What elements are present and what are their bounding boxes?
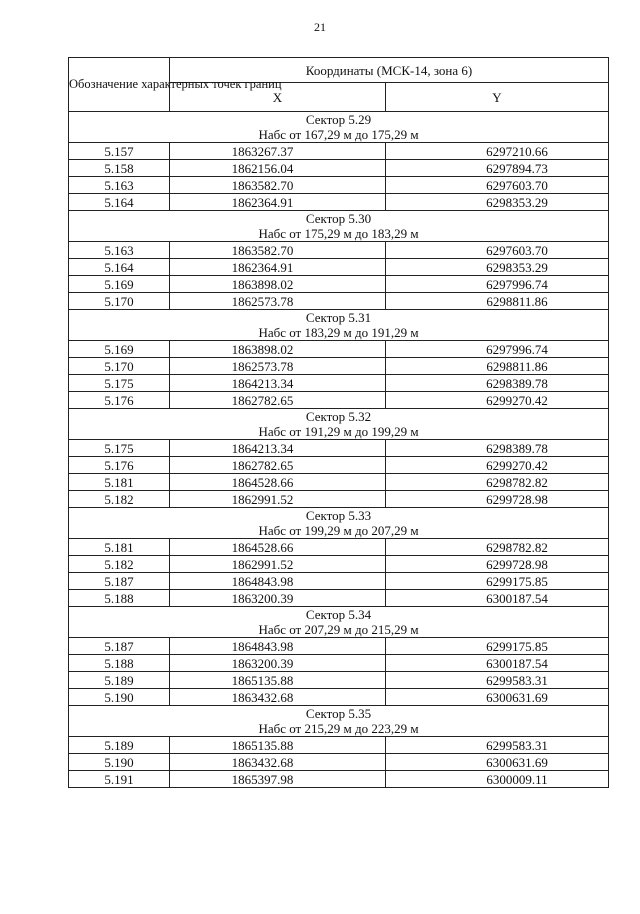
y-coordinate-cell: 6300187.54 — [386, 655, 609, 672]
y-coordinate-cell: 6298389.78 — [386, 375, 609, 392]
sector-subtitle: Набс от 207,29 м до 215,29 м — [258, 622, 419, 637]
table-body — [69, 112, 609, 788]
x-coordinate-cell: 1862782.65 — [170, 457, 386, 474]
x-coordinate-cell: 1864528.66 — [170, 474, 386, 491]
table-row — [69, 754, 609, 771]
y-coordinate-cell: 6300009.11 — [386, 771, 609, 788]
sector-subtitle: Набс от 167,29 м до 175,29 м — [258, 127, 419, 142]
table-row — [69, 590, 609, 607]
point-cell: 5.189 — [69, 672, 170, 689]
table-row — [69, 375, 609, 392]
y-coordinate-cell: 6299175.85 — [386, 573, 609, 590]
table-row — [69, 457, 609, 474]
sector-title: Сектор 5.31 — [305, 310, 372, 325]
y-coordinate-cell: 6298353.29 — [386, 259, 609, 276]
point-cell: 5.176 — [69, 457, 170, 474]
point-cell: 5.158 — [69, 160, 170, 177]
table-row — [69, 689, 609, 706]
sector-header-row — [69, 310, 609, 341]
x-coordinate-cell: 1865135.88 — [170, 737, 386, 754]
point-cell: 5.175 — [69, 375, 170, 392]
coordinates-table — [68, 57, 609, 788]
y-coordinate-cell: 6298811.86 — [386, 293, 609, 310]
sector-header-row — [69, 706, 609, 737]
y-coordinate-cell: 6299175.85 — [386, 638, 609, 655]
point-cell: 5.157 — [69, 143, 170, 160]
point-cell: 5.175 — [69, 440, 170, 457]
y-coordinate-cell: 6297603.70 — [386, 177, 609, 194]
point-cell: 5.187 — [69, 573, 170, 590]
sector-subtitle: Набс от 199,29 м до 207,29 м — [258, 523, 419, 538]
y-coordinate-cell: 6297996.74 — [386, 276, 609, 293]
sector-subtitle: Набс от 175,29 м до 183,29 м — [258, 226, 419, 241]
x-coordinate-cell: 1862364.91 — [170, 259, 386, 276]
table-row — [69, 440, 609, 457]
y-column-header: Y — [386, 83, 609, 112]
x-coordinate-cell: 1863582.70 — [170, 177, 386, 194]
y-coordinate-cell: 6300631.69 — [386, 689, 609, 706]
point-cell: 5.182 — [69, 556, 170, 573]
point-cell: 5.163 — [69, 177, 170, 194]
y-coordinate-cell: 6298389.78 — [386, 440, 609, 457]
sector-title: Сектор 5.30 — [305, 211, 372, 226]
y-coordinate-cell: 6298353.29 — [386, 194, 609, 211]
x-coordinate-cell: 1863898.02 — [170, 276, 386, 293]
sector-header — [69, 310, 609, 341]
point-cell: 5.188 — [69, 590, 170, 607]
sector-header — [69, 607, 609, 638]
sector-header-row — [69, 112, 609, 143]
table-row — [69, 672, 609, 689]
point-cell: 5.189 — [69, 737, 170, 754]
y-coordinate-cell: 6299583.31 — [386, 672, 609, 689]
point-cell: 5.190 — [69, 754, 170, 771]
y-coordinate-cell: 6297996.74 — [386, 341, 609, 358]
y-coordinate-cell: 6300187.54 — [386, 590, 609, 607]
point-cell: 5.163 — [69, 242, 170, 259]
x-coordinate-cell: 1865135.88 — [170, 672, 386, 689]
y-coordinate-cell: 6299728.98 — [386, 556, 609, 573]
y-coordinate-cell: 6297603.70 — [386, 242, 609, 259]
sector-header-row — [69, 211, 609, 242]
x-coordinate-cell: 1863432.68 — [170, 754, 386, 771]
x-coordinate-cell: 1864843.98 — [170, 573, 386, 590]
x-coordinate-cell: 1862991.52 — [170, 491, 386, 508]
sector-title: Сектор 5.29 — [305, 112, 372, 127]
table-row — [69, 358, 609, 375]
table-row — [69, 556, 609, 573]
x-coordinate-cell: 1862364.91 — [170, 194, 386, 211]
table-row — [69, 491, 609, 508]
y-coordinate-cell: 6299728.98 — [386, 491, 609, 508]
y-coordinate-cell: 6298811.86 — [386, 358, 609, 375]
sector-header — [69, 211, 609, 242]
y-coordinate-cell: 6297210.66 — [386, 143, 609, 160]
x-coordinate-cell: 1863200.39 — [170, 655, 386, 672]
sector-header — [69, 508, 609, 539]
points-column-header: Обозначение характерных точек границ — [69, 58, 170, 112]
x-coordinate-cell: 1865397.98 — [170, 771, 386, 788]
x-coordinate-cell: 1864528.66 — [170, 539, 386, 556]
point-cell: 5.164 — [69, 259, 170, 276]
point-cell: 5.182 — [69, 491, 170, 508]
sector-title: Сектор 5.32 — [305, 409, 372, 424]
sector-header-row — [69, 409, 609, 440]
table-row — [69, 160, 609, 177]
table-header — [69, 58, 609, 112]
y-coordinate-cell: 6298782.82 — [386, 539, 609, 556]
x-coordinate-cell: 1863200.39 — [170, 590, 386, 607]
point-cell: 5.169 — [69, 341, 170, 358]
sector-subtitle: Набс от 191,29 м до 199,29 м — [258, 424, 419, 439]
point-cell: 5.181 — [69, 474, 170, 491]
sector-header-row — [69, 607, 609, 638]
table-row — [69, 177, 609, 194]
table-row — [69, 573, 609, 590]
point-cell: 5.187 — [69, 638, 170, 655]
x-coordinate-cell: 1863898.02 — [170, 341, 386, 358]
table-row — [69, 194, 609, 211]
x-coordinate-cell: 1862782.65 — [170, 392, 386, 409]
table-row — [69, 242, 609, 259]
point-cell: 5.188 — [69, 655, 170, 672]
sector-title: Сектор 5.35 — [305, 706, 372, 721]
y-coordinate-cell: 6299270.42 — [386, 392, 609, 409]
point-cell: 5.164 — [69, 194, 170, 211]
sector-title: Сектор 5.34 — [305, 607, 372, 622]
table-row — [69, 143, 609, 160]
x-coordinate-cell: 1863432.68 — [170, 689, 386, 706]
x-coordinate-cell: 1864213.34 — [170, 440, 386, 457]
sector-header-row — [69, 508, 609, 539]
y-coordinate-cell: 6299270.42 — [386, 457, 609, 474]
x-coordinate-cell: 1863267.37 — [170, 143, 386, 160]
coordinates-column-header: Координаты (МСК-14, зона 6) — [170, 58, 609, 83]
x-coordinate-cell: 1862573.78 — [170, 293, 386, 310]
y-coordinate-cell: 6300631.69 — [386, 754, 609, 771]
sector-subtitle: Набс от 183,29 м до 191,29 м — [258, 325, 419, 340]
table-row — [69, 293, 609, 310]
point-cell: 5.169 — [69, 276, 170, 293]
x-coordinate-cell: 1862156.04 — [170, 160, 386, 177]
x-coordinate-cell: 1864213.34 — [170, 375, 386, 392]
table-row — [69, 771, 609, 788]
sector-header — [69, 112, 609, 143]
table-row — [69, 276, 609, 293]
x-coordinate-cell: 1864843.98 — [170, 638, 386, 655]
y-coordinate-cell: 6297894.73 — [386, 160, 609, 177]
table-row — [69, 392, 609, 409]
table-row — [69, 539, 609, 556]
table-row — [69, 737, 609, 754]
sector-title: Сектор 5.33 — [305, 508, 372, 523]
y-coordinate-cell: 6299583.31 — [386, 737, 609, 754]
table-row — [69, 474, 609, 491]
point-cell: 5.170 — [69, 358, 170, 375]
point-cell: 5.190 — [69, 689, 170, 706]
x-coordinate-cell: 1863582.70 — [170, 242, 386, 259]
point-cell: 5.170 — [69, 293, 170, 310]
table-row — [69, 638, 609, 655]
sector-header — [69, 706, 609, 737]
x-coordinate-cell: 1862991.52 — [170, 556, 386, 573]
x-column-header: X — [170, 83, 386, 112]
table-row — [69, 655, 609, 672]
point-cell: 5.191 — [69, 771, 170, 788]
table-row — [69, 259, 609, 276]
sector-header — [69, 409, 609, 440]
sector-subtitle: Набс от 215,29 м до 223,29 м — [258, 721, 419, 736]
page-number: 21 — [314, 20, 326, 34]
point-cell: 5.176 — [69, 392, 170, 409]
y-coordinate-cell: 6298782.82 — [386, 474, 609, 491]
point-cell: 5.181 — [69, 539, 170, 556]
x-coordinate-cell: 1862573.78 — [170, 358, 386, 375]
table-row — [69, 341, 609, 358]
